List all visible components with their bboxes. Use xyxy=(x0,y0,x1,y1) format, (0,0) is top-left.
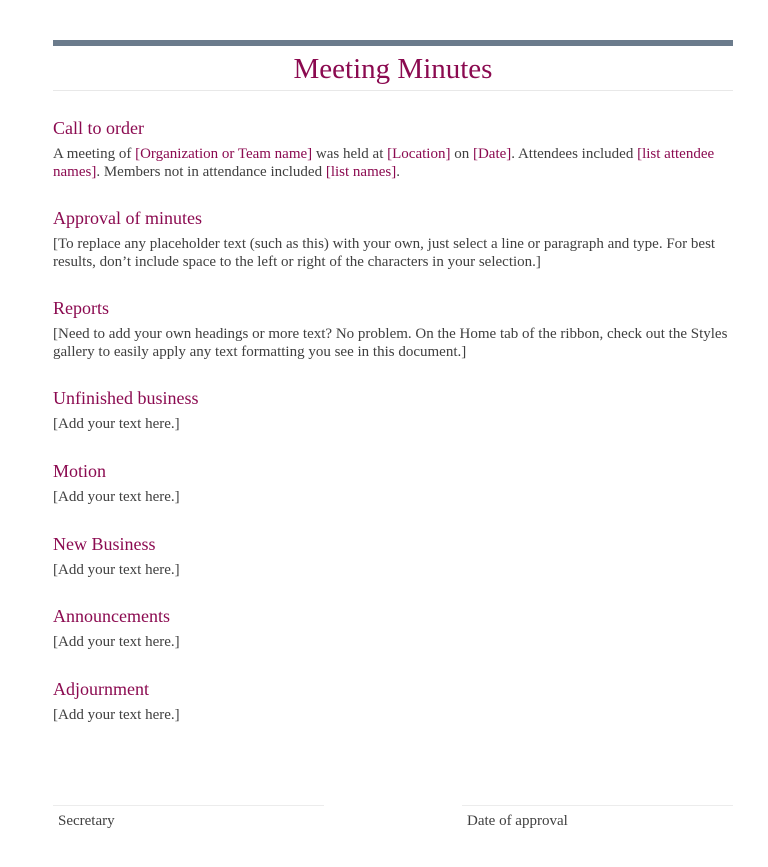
signature-line-date-of-approval[interactable] xyxy=(462,805,733,830)
section-body[interactable]: [Add your text here.] xyxy=(53,634,180,650)
text: on xyxy=(450,146,473,162)
signature-label: Secretary xyxy=(58,813,115,829)
text: . Members not in attendance included xyxy=(96,164,326,180)
section-heading: Reports xyxy=(53,298,109,318)
section-heading: New Business xyxy=(53,534,156,554)
top-accent-bar xyxy=(53,40,733,46)
section-adjournment xyxy=(53,678,733,724)
text: . Attendees included xyxy=(511,146,638,162)
section-heading: Unfinished business xyxy=(53,388,199,408)
section-body[interactable] xyxy=(53,145,733,181)
title-divider xyxy=(53,90,733,91)
placeholder-organization[interactable]: [Organization or Team name] xyxy=(135,146,313,162)
section-call-to-order xyxy=(53,117,733,181)
section-body[interactable]: [Add your text here.] xyxy=(53,416,180,432)
placeholder-date[interactable]: [Date] xyxy=(472,146,512,162)
section-heading: Announcements xyxy=(53,606,170,626)
section-heading: Call to order xyxy=(53,118,144,138)
section-unfinished-business xyxy=(53,387,733,433)
section-body[interactable]: [Add your text here.] xyxy=(53,707,180,723)
section-announcements xyxy=(53,605,733,651)
section-heading: Motion xyxy=(53,461,107,481)
placeholder-absent[interactable]: [list names] xyxy=(325,164,397,180)
section-body[interactable]: [Add your text here.] xyxy=(53,489,180,505)
page-title: Meeting Minutes xyxy=(293,53,493,85)
text: A meeting of xyxy=(53,146,136,162)
section-body[interactable]: [Need to add your own headings or more text? No problem. On the Home tab of the ribbon, check out the Styles gallery to easily apply any text formatting you see in this document.] xyxy=(53,326,728,360)
section-reports xyxy=(53,297,733,361)
section-heading: Approval of minutes xyxy=(53,208,202,228)
signature-line-secretary[interactable] xyxy=(53,805,324,830)
placeholder-location[interactable]: [Location] xyxy=(387,146,451,162)
section-approval-of-minutes xyxy=(53,207,733,271)
text: was held at xyxy=(312,146,388,162)
section-body[interactable]: [To replace any placeholder text (such as this) with your own, just select a line or paragraph and type. For best results, don’t include space to the left or right of the characters in your selection.] xyxy=(53,236,716,270)
section-body[interactable]: [Add your text here.] xyxy=(53,562,180,578)
text: . xyxy=(396,164,400,180)
section-heading: Adjournment xyxy=(53,679,149,699)
section-motion xyxy=(53,460,733,506)
section-new-business xyxy=(53,533,733,579)
signature-label: Date of approval xyxy=(467,813,568,829)
placeholder-attendees[interactable]: [list attendee names] xyxy=(53,146,715,180)
